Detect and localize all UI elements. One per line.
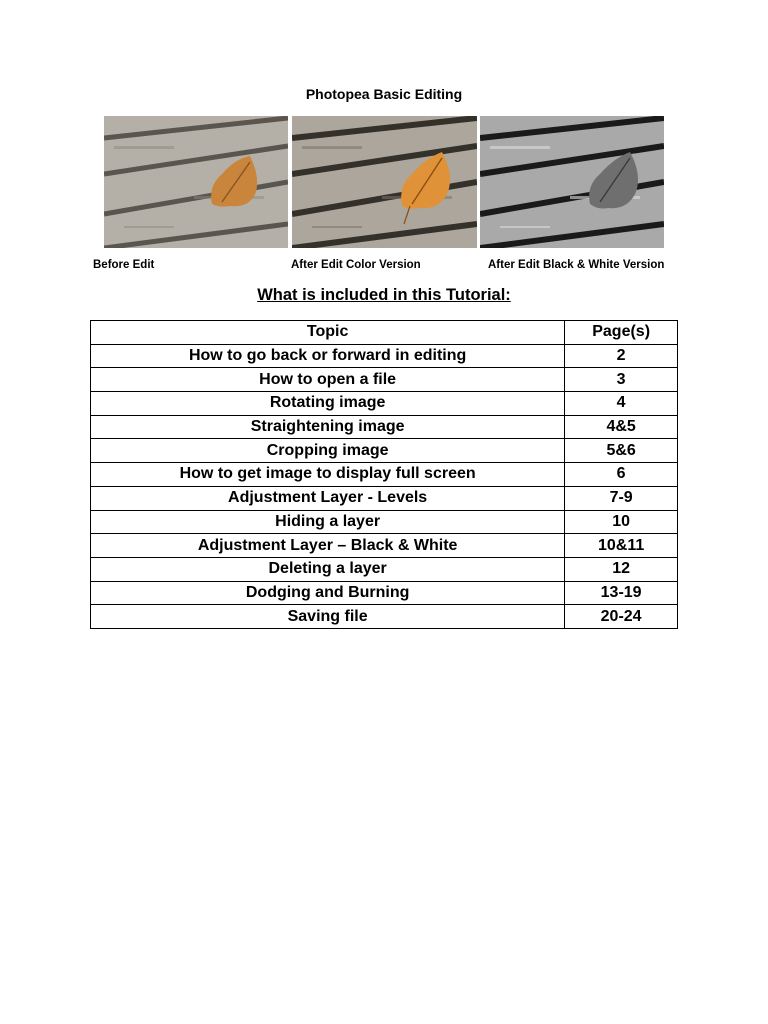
table-row bbox=[91, 510, 678, 534]
topic-cell: How to open a file bbox=[91, 368, 565, 392]
pages-cell: 6 bbox=[565, 463, 678, 487]
pages-cell: 12 bbox=[565, 557, 678, 581]
table-row bbox=[91, 557, 678, 581]
pages-cell: 2 bbox=[565, 344, 678, 368]
table-row bbox=[91, 581, 678, 605]
table-row bbox=[91, 415, 678, 439]
after-edit-bw-photo bbox=[480, 116, 664, 248]
table-row bbox=[91, 368, 678, 392]
table-header-row bbox=[91, 321, 678, 345]
topic-cell: Cropping image bbox=[91, 439, 565, 463]
pages-cell: 13-19 bbox=[565, 581, 678, 605]
topic-cell: How to get image to display full screen bbox=[91, 463, 565, 487]
before-edit-caption: Before Edit bbox=[93, 259, 155, 271]
topic-column-header: Topic bbox=[91, 321, 565, 345]
topic-cell: Hiding a layer bbox=[91, 510, 565, 534]
page-title: Photopea Basic Editing bbox=[305, 86, 463, 102]
section-heading: What is included in this Tutorial: bbox=[257, 286, 511, 304]
table-row bbox=[91, 605, 678, 629]
pages-column-header: Page(s) bbox=[565, 321, 678, 345]
topic-cell: Straightening image bbox=[91, 415, 565, 439]
topic-cell: Adjustment Layer - Levels bbox=[91, 486, 565, 510]
pages-cell: 5&6 bbox=[565, 439, 678, 463]
table-row bbox=[91, 392, 678, 416]
topic-cell: Saving file bbox=[91, 605, 565, 629]
table-row bbox=[91, 463, 678, 487]
topic-cell: Rotating image bbox=[91, 392, 565, 416]
tutorial-contents-table bbox=[90, 320, 678, 629]
pages-cell: 3 bbox=[565, 368, 678, 392]
pages-cell: 10&11 bbox=[565, 534, 678, 558]
pages-cell: 20-24 bbox=[565, 605, 678, 629]
after-edit-bw-caption: After Edit Black & White Version bbox=[488, 259, 665, 271]
pages-cell: 7-9 bbox=[565, 486, 678, 510]
after-edit-color-caption: After Edit Color Version bbox=[291, 259, 421, 271]
topic-cell: How to go back or forward in editing bbox=[91, 344, 565, 368]
table-row bbox=[91, 486, 678, 510]
topic-cell: Adjustment Layer – Black & White bbox=[91, 534, 565, 558]
before-edit-photo bbox=[104, 116, 288, 248]
topic-cell: Deleting a layer bbox=[91, 557, 565, 581]
pages-cell: 4 bbox=[565, 392, 678, 416]
pages-cell: 4&5 bbox=[565, 415, 678, 439]
table-row bbox=[91, 439, 678, 463]
after-edit-color-photo bbox=[292, 116, 477, 248]
table-row bbox=[91, 344, 678, 368]
pages-cell: 10 bbox=[565, 510, 678, 534]
topic-cell: Dodging and Burning bbox=[91, 581, 565, 605]
table-row bbox=[91, 534, 678, 558]
